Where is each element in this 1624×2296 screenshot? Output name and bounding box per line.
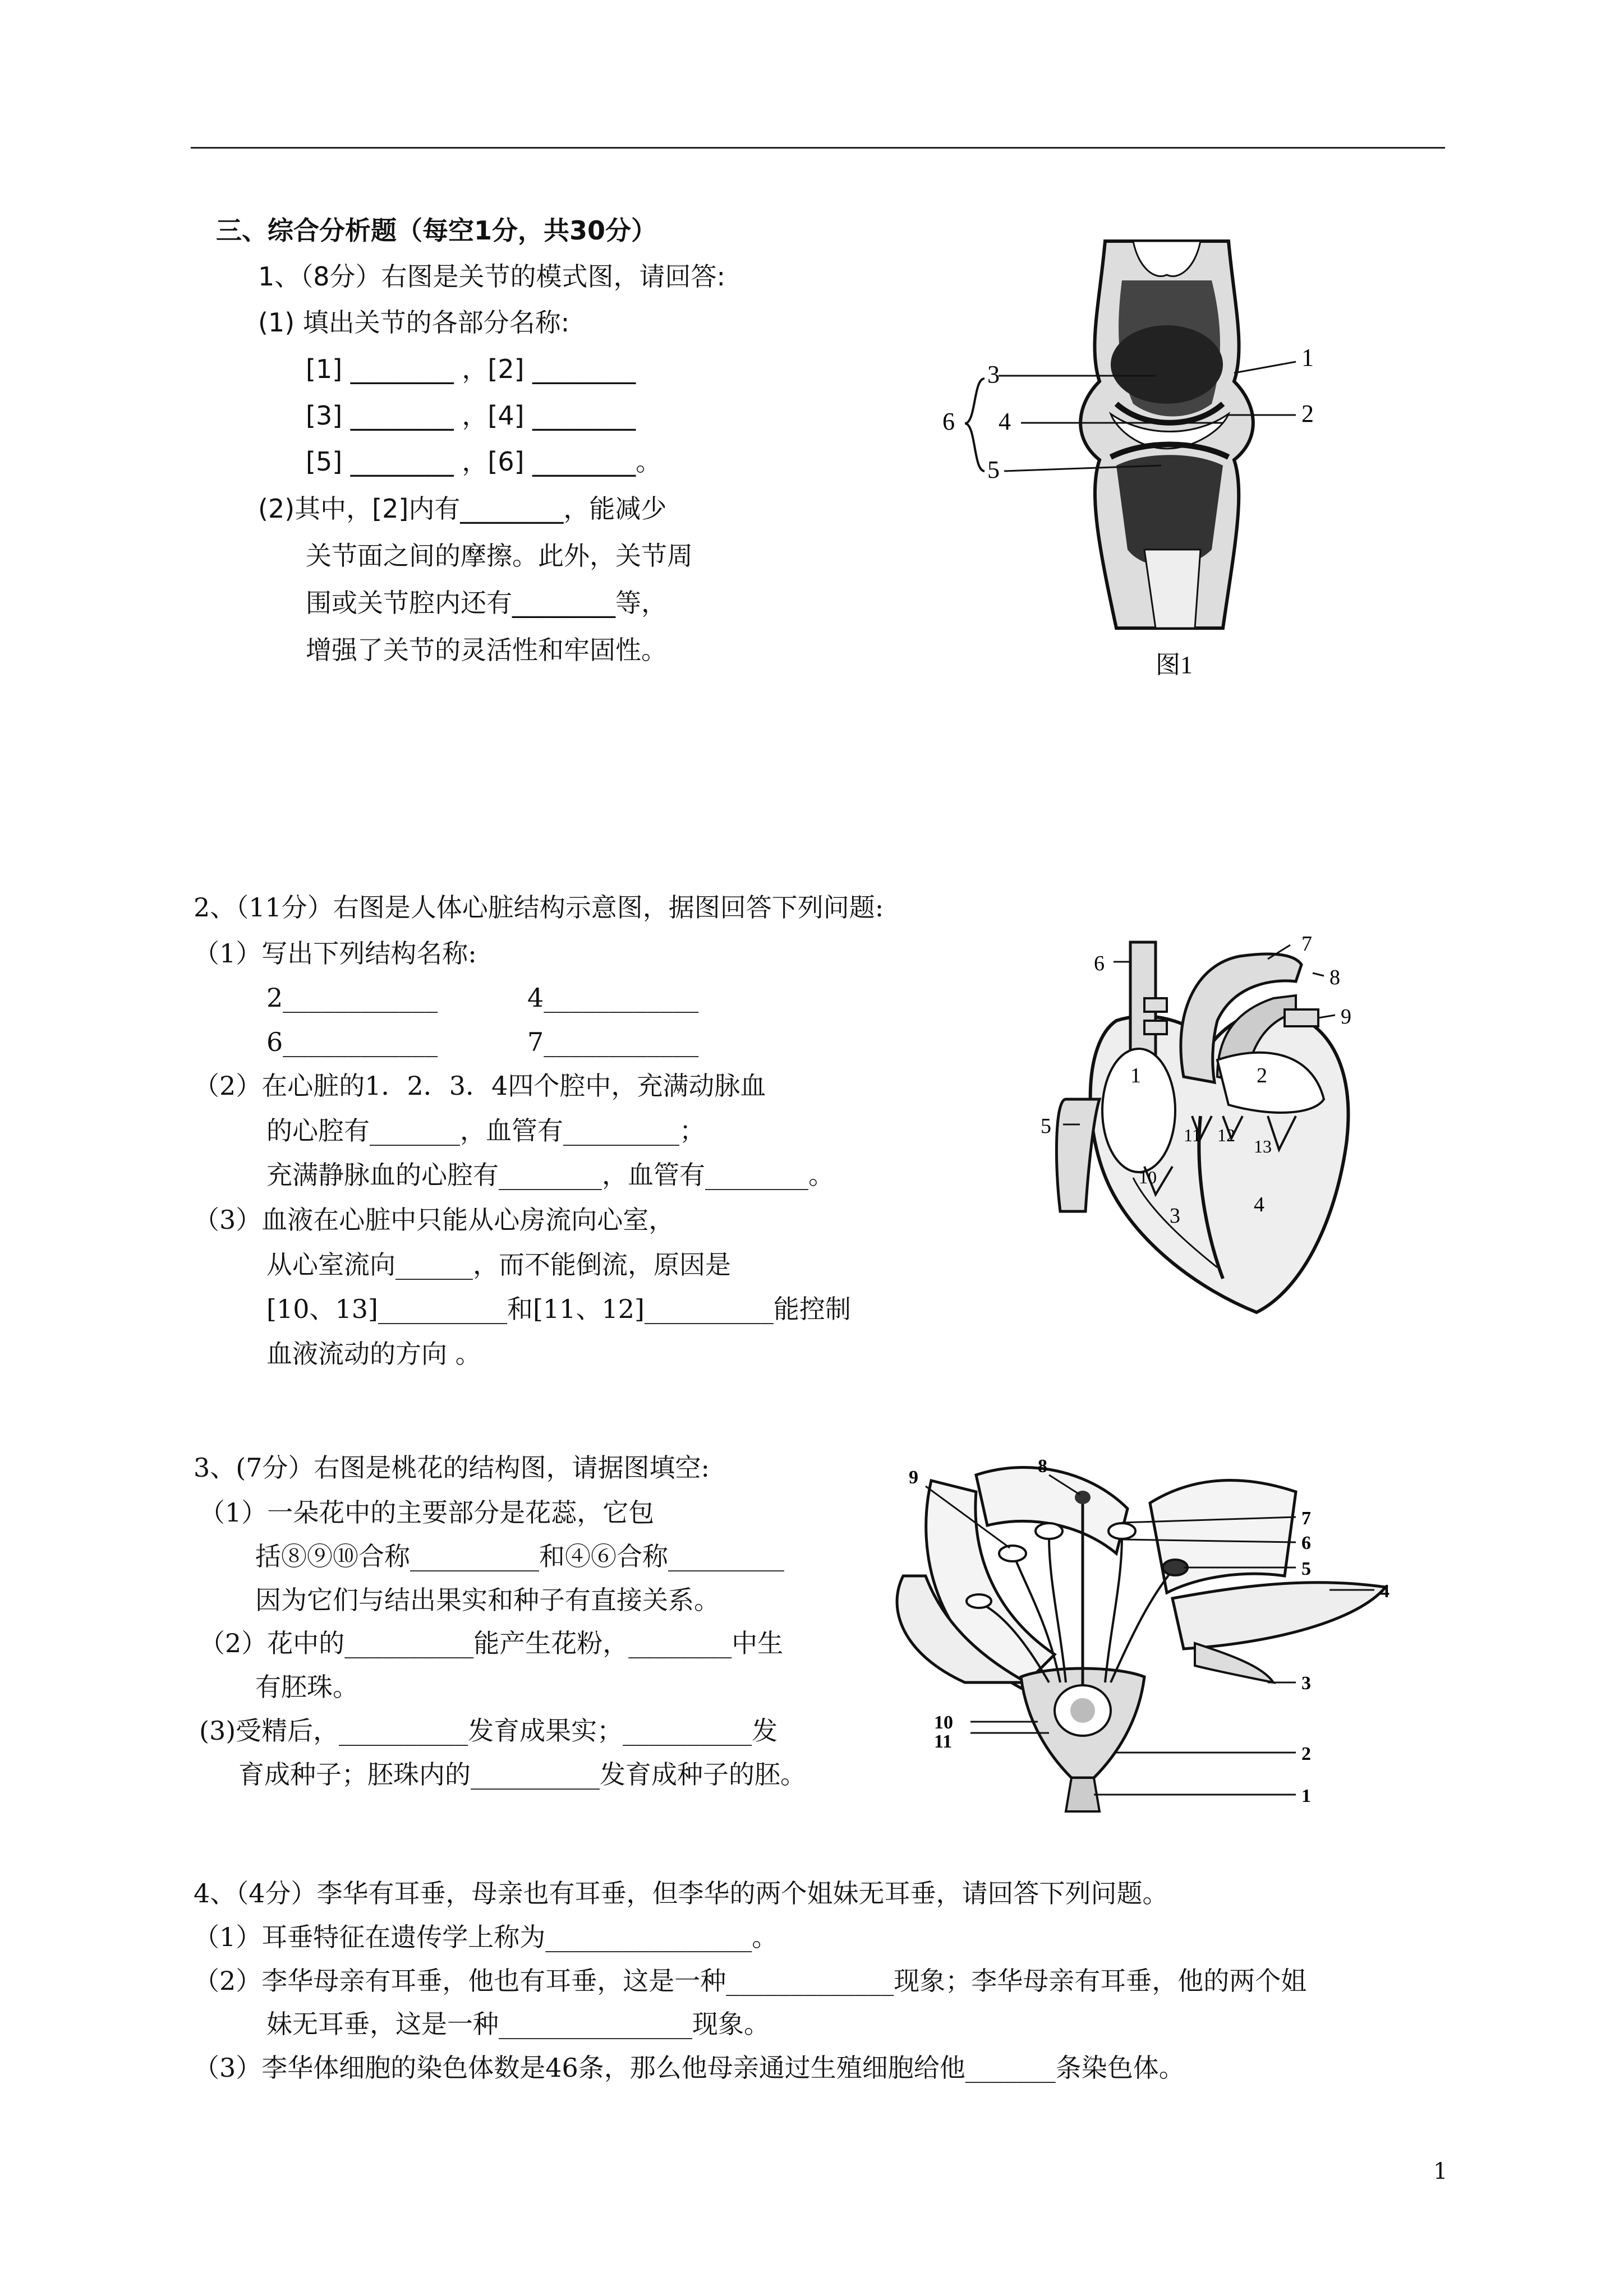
section-title: 三、综合分析题（每空1分，共30分）	[216, 215, 657, 246]
flower-label-1: 1	[1301, 1786, 1311, 1806]
heart-label-6: 6	[1094, 952, 1105, 975]
heart-figure	[1032, 931, 1391, 1324]
q4-sub2-line1: （2）李华母亲有耳垂，他也有耳垂，这是一种_____________现象；李华母亲有耳垂，他的两个姐	[194, 1966, 1307, 1996]
heart-label-10: 10	[1139, 1167, 1157, 1187]
q2-sub3-line4: 血液流动的方向 。	[266, 1339, 481, 1369]
q1-sub2-line4: 增强了关节的灵活性和牢固性。	[306, 635, 667, 665]
flower-label-8: 8	[1038, 1456, 1047, 1477]
q2-sub3-line1: （3）血液在心脏中只能从心房流向心室，	[194, 1205, 675, 1235]
heart-label-4: 4	[1254, 1193, 1264, 1216]
joint-label-6: 6	[942, 408, 955, 435]
q2-sub1: （1）写出下列结构名称:	[194, 938, 477, 969]
joint-label-1: 1	[1301, 344, 1314, 371]
flower-label-9: 9	[909, 1467, 918, 1488]
q2-row2-a: 6____________	[266, 1027, 438, 1057]
q4-sub2-line2: 妹无耳垂，这是一种_______________现象。	[266, 2009, 770, 2039]
q4-sub3: （3）李华体细胞的染色体数是46条，那么他母亲通过生殖细胞给他_______条染色体。	[194, 2053, 1185, 2083]
flower-label-5: 5	[1301, 1559, 1311, 1579]
page-number: 1	[1433, 2159, 1448, 2184]
joint-figure-caption: 图1	[1156, 651, 1193, 679]
q1-intro: 1、（8分）右图是关节的模式图，请回答:	[258, 261, 726, 292]
heart-label-13: 13	[1254, 1136, 1272, 1156]
ovule	[1070, 1698, 1095, 1723]
q1-row3: [5] ________ ，[6] ________。	[306, 446, 662, 477]
q2-sub2-line3: 充满静脉血的心腔有________，血管有________。	[266, 1160, 834, 1190]
flower-label-10: 10	[934, 1712, 953, 1733]
q1-row2: [3] ________ ，[4] ________	[306, 400, 636, 431]
q3-sub2-line1: （2）花中的__________能产生花粉，________中生	[199, 1628, 784, 1658]
flower-label-4: 4	[1380, 1581, 1390, 1602]
q1-sub2-line1: (2)其中，[2]内有________，能减少	[258, 494, 667, 524]
heart-label-1: 1	[1130, 1064, 1141, 1087]
sepal-right	[1172, 1583, 1386, 1649]
q1-sub2-line3: 围或关节腔内还有________等，	[306, 588, 667, 618]
q2-sub2-line2: 的心腔有_______，血管有_________；	[266, 1115, 705, 1146]
q3-sub1-line1: （1）一朵花中的主要部分是花蕊，它包	[199, 1497, 655, 1528]
flower-label-3: 3	[1301, 1673, 1311, 1694]
q3-sub1-line3: 因为它们与结出果实和种子有直接关系。	[255, 1585, 720, 1615]
q3-sub3-line1: (3)受精后，__________发育成果实；__________发	[199, 1716, 778, 1746]
q1-sub2-line2: 关节面之间的摩擦。此外，关节周	[306, 541, 693, 571]
q2-row2-b: 7____________	[527, 1027, 699, 1057]
heart-label-8: 8	[1329, 966, 1340, 989]
sepal-lower	[1195, 1643, 1273, 1682]
q2-sub3-line3: [10、13]__________和[11、12]__________能控制	[266, 1294, 851, 1324]
flower-label-7: 7	[1301, 1508, 1311, 1529]
q2-intro: 2、（11分）右图是人体心脏结构示意图，据图回答下列问题:	[194, 892, 884, 923]
joint-label-2: 2	[1301, 400, 1314, 427]
q2-sub2-line1: （2）在心脏的1．2．3．4四个腔中，充满动脉血	[194, 1071, 766, 1101]
joint-figure	[931, 236, 1358, 684]
q1-sub1: (1) 填出关节的各部分名称:	[258, 307, 570, 338]
q3-intro: 3、(7分）右图是桃花的结构图，请据图填空:	[194, 1453, 710, 1483]
upper-bone-head	[1111, 325, 1223, 404]
q2-row1-b: 4____________	[527, 983, 699, 1013]
flower-label-2: 2	[1301, 1744, 1311, 1764]
flower-label-6: 6	[1301, 1533, 1311, 1553]
heart-label-5: 5	[1041, 1114, 1051, 1138]
q2-row1-a: 2____________	[266, 983, 438, 1013]
header-rule	[191, 147, 1445, 149]
q1-row1: [1] ________ ，[2] ________	[306, 354, 636, 384]
anther-1	[999, 1546, 1026, 1561]
flower-figure	[881, 1441, 1419, 1823]
heart-label-7: 7	[1301, 932, 1312, 956]
q2-sub3-line2: 从心室流向______，而不能倒流，原因是	[266, 1250, 731, 1280]
heart-label-3: 3	[1170, 1204, 1180, 1228]
heart-label-2: 2	[1257, 1064, 1267, 1087]
heart-label-12: 12	[1217, 1125, 1235, 1145]
q3-sub1-line2: 括⑧⑨⑩合称__________和④⑥合称_________	[255, 1541, 784, 1571]
joint-label-5: 5	[987, 456, 1000, 483]
q3-sub2-line2: 有胚珠。	[255, 1672, 358, 1702]
q4-intro: 4、（4分）李华有耳垂，母亲也有耳垂，但李华的两个姐妹无耳垂，请回答下列问题。	[194, 1878, 1168, 1908]
heart-label-11: 11	[1184, 1125, 1201, 1145]
heart-label-9: 9	[1341, 1005, 1351, 1029]
pulmonary-vein	[1285, 1009, 1318, 1026]
q3-sub3-line2: 育成种子；胚珠内的__________发育成种子的胚。	[238, 1759, 806, 1790]
joint-label-3: 3	[987, 361, 1000, 388]
joint-label-4: 4	[999, 408, 1011, 435]
flower-label-11: 11	[934, 1731, 953, 1752]
q4-sub1: （1）耳垂特征在遗传学上称为________________。	[194, 1922, 778, 1952]
vena-cava-inferior	[1056, 1099, 1099, 1211]
